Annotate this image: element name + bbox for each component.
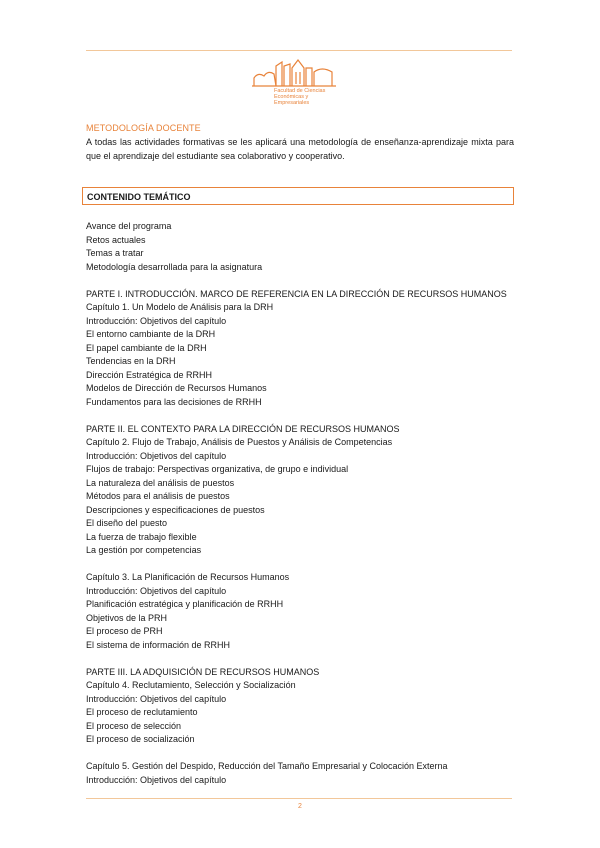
contenido-heading: CONTENIDO TEMÁTICO — [87, 192, 191, 202]
content-line: La fuerza de trabajo flexible — [86, 531, 197, 542]
contenido-heading-box — [82, 187, 514, 205]
content-line: La gestión por competencias — [86, 545, 202, 555]
content-line: Introducción: Objetivos del capítulo — [86, 585, 227, 596]
content-line: Tendencias en la DRH — [86, 356, 176, 366]
contenido-list — [86, 220, 526, 787]
block-gap — [86, 558, 526, 572]
metodologia-text: A todas las actividades formativas se les aplicará una metodología de enseñanza-aprendizaje mixta para que el aprendizaje del estudiante sea colaborativo y cooperativo. — [86, 137, 514, 161]
content-line: El proceso de PRH — [86, 626, 163, 636]
metodologia-heading: METODOLOGÍA DOCENTE — [86, 123, 201, 133]
content-line: El sistema de información de RRHH — [86, 639, 231, 650]
content-line: PARTE I. INTRODUCCIÓN. MARCO DE REFERENCIA EN LA DIRECCIÓN DE RECURSOS HUMANOS — [86, 288, 507, 299]
content-line: Introducción: Objetivos del capítulo — [86, 774, 227, 785]
content-line: Avance del programa — [86, 221, 172, 231]
content-line: Introducción: Objetivos del capítulo — [86, 450, 227, 461]
content-line: El diseño del puesto — [86, 518, 168, 528]
content-line: Introducción: Objetivos del capítulo — [86, 693, 227, 704]
content-line: Planificación estratégica y planificación de RRHH — [86, 599, 284, 609]
content-line: El papel cambiante de la DRH — [86, 342, 207, 353]
footer-rule — [86, 798, 512, 799]
content-line: Capítulo 1. Un Modelo de Análisis para la DRH — [86, 302, 274, 312]
content-line: Métodos para el análisis de puestos — [86, 491, 230, 501]
block-gap — [86, 747, 526, 761]
content-line: El proceso de selección — [86, 720, 182, 731]
content-line: Capítulo 5. Gestión del Despido, Reducción del Tamaño Empresarial y Colocación Externa — [86, 761, 448, 771]
content-line: Retos actuales — [86, 234, 146, 245]
content-line: Fundamentos para las decisiones de RRHH — [86, 396, 262, 407]
content-line: El proceso de reclutamiento — [86, 707, 198, 717]
header-rule — [86, 50, 512, 51]
content-line: El entorno cambiante de la DRH — [86, 329, 216, 339]
block-gap — [86, 274, 526, 288]
content-line: Introducción: Objetivos del capítulo — [86, 315, 227, 326]
content-line: Objetivos de la PRH — [86, 612, 168, 623]
block-gap — [86, 652, 526, 666]
content-line: Capítulo 4. Reclutamiento, Selección y Socialización — [86, 680, 296, 690]
content-line: Metodología desarrollada para la asignatura — [86, 261, 263, 272]
content-line: Dirección Estratégica de RRHH — [86, 369, 213, 380]
content-line: Temas a tratar — [86, 248, 144, 258]
page-number: 2 — [298, 803, 302, 810]
content-line: Capítulo 3. La Planificación de Recursos Humanos — [86, 572, 290, 582]
content-line: Capítulo 2. Flujo de Trabajo, Análisis de Puestos y Análisis de Competencias — [86, 437, 393, 447]
block-gap — [86, 409, 526, 423]
content-line: PARTE III. LA ADQUISICIÓN DE RECURSOS HUMANOS — [86, 666, 320, 677]
content-line: Flujos de trabajo: Perspectivas organizativa, de grupo e individual — [86, 464, 349, 474]
faculty-logo — [252, 58, 342, 116]
content-line: Modelos de Dirección de Recursos Humanos — [86, 383, 267, 393]
content-line: PARTE II. EL CONTEXTO PARA LA DIRECCIÓN DE RECURSOS HUMANOS — [86, 423, 400, 434]
faculty-logo-text: Facultad de Ciencias Económicas y Empresariales — [274, 88, 326, 106]
content-line: El proceso de socialización — [86, 734, 195, 744]
content-line: Descripciones y especificaciones de puestos — [86, 504, 265, 515]
content-line: La naturaleza del análisis de puestos — [86, 477, 235, 488]
